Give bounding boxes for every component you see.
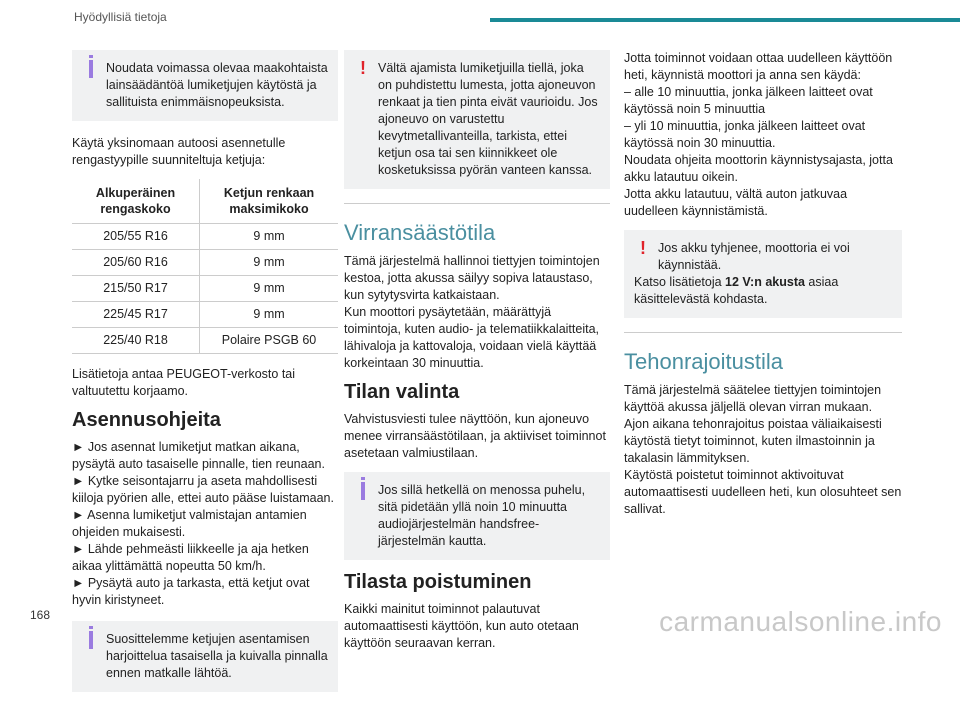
info-note-legislation xyxy=(72,50,338,121)
header-title: Hyödyllisiä tietoja xyxy=(74,10,167,24)
step-item: ► Jos asennat lumiketjut matkan aikana, pysäytä auto tasaiselle pinnalle, tien reunaan. xyxy=(72,440,325,471)
heading-energy-saving: Virransäästötila xyxy=(344,220,496,245)
column-1 xyxy=(72,50,338,706)
column-2 xyxy=(344,50,610,662)
table-cell: 9 mm xyxy=(200,276,338,302)
info-icon xyxy=(356,482,370,505)
after-table-text: Lisätietoja antaa PEUGEOT-verkosto tai valtuutettu korjaamo. xyxy=(72,367,296,398)
column-3 xyxy=(624,50,902,528)
step-item: ► Pysäytä auto ja tarkasta, että ketjut ovat hyvin kiristyneet. xyxy=(72,576,310,607)
table-cell: 225/40 R18 xyxy=(72,328,200,354)
table-header: Ketjun renkaan maksimikoko xyxy=(200,179,338,224)
note-ref-text: Katso lisätietoja 12 V:n akusta asiaa käsittelevästä kohdasta. xyxy=(634,275,839,306)
installation-steps xyxy=(72,439,338,609)
restart-text: Jotta toiminnot voidaan ottaa uudelleen käyttöön heti, käynnistä moottori ja anna sen käydä: – alle 10 minuuttia, jonka jälkeen laitteet ovat käytössä noin 5 minuuttia – yli 10 minuuttia, jonka jälkeen laitteet ovat käytössä noin 30 minuuttia. Noudata ohjeita moottorin käynnistysajasta, jotta akku latautuu oikein. Jotta akku latautuu, vältä auton jatkuvaa uudelleen käynnistämistä. xyxy=(624,51,893,218)
note-text: Jos akku tyhjenee, moottoria ei voi käynnistää. xyxy=(658,241,850,272)
info-icon xyxy=(84,631,98,654)
heading-installation: Asennusohjeita xyxy=(72,409,221,431)
table-row xyxy=(72,250,338,276)
table-cell: 215/50 R17 xyxy=(72,276,200,302)
watermark: carmanualsonline.info xyxy=(659,606,942,637)
energy-text: Tämä järjestelmä hallinnoi tiettyjen toimintojen kestoa, jotta akussa säilyy sopiva lataustaso, kun sytytysvirta katkaistaan. Kun moottori pysäytetään, määrättyjä toimintoja, kuten audio- ja telematiikkalaitteita, lähivaloja ja kattovaloja, voidaan vielä käyttää korkeintaan 30 minuuttia. xyxy=(344,254,600,370)
warning-icon: ! xyxy=(360,58,366,78)
battery-reference: 12 V:n akusta xyxy=(725,275,805,289)
header-accent-bar xyxy=(490,18,960,22)
table-row xyxy=(72,302,338,328)
table-row xyxy=(72,328,338,354)
divider xyxy=(344,203,610,204)
chains-intro: Käytä yksinomaan autoosi asennetulle rengastyypille suunniteltuja ketjuja: xyxy=(72,136,286,167)
heading-exit-mode: Tilasta poistuminen xyxy=(344,571,532,593)
table-cell: Polaire PSGB 60 xyxy=(200,328,338,354)
warning-note-chains xyxy=(344,50,610,189)
table-cell: 9 mm xyxy=(200,302,338,328)
note-text: Noudata voimassa olevaa maakohtaista lainsäädäntöä lumiketjujen käytöstä ja sallituista enimmäisnopeuksista. xyxy=(106,61,328,109)
heading-power-limit: Tehonrajoitustila xyxy=(624,349,783,374)
table-cell: 9 mm xyxy=(200,224,338,250)
step-item: ► Lähde pehmeästi liikkeelle ja aja hetken aikaa ylittämättä nopeutta 50 km/h. xyxy=(72,542,309,573)
table-row xyxy=(72,276,338,302)
power-text: Tämä järjestelmä säätelee tiettyjen toimintojen käyttöä akussa jäljellä olevan virran mukaan. Ajon aikana tehonrajoitus poistaa väliaikaisesti käytöstä tietyt toiminnot, kuten ilmastoinnin ja takalasin lämmityksen. Käytöstä poistetut toiminnot aktivoituvat automaattisesti uudelleen heti, kun olosuhteet sen sallivat. xyxy=(624,383,902,516)
chain-size-table xyxy=(72,179,338,354)
info-icon xyxy=(84,60,98,83)
info-note-practice xyxy=(72,621,338,692)
info-note-call xyxy=(344,472,610,560)
exit-text: Kaikki mainitut toiminnot palautuvat automaattisesti käyttöön, kun auto otetaan käyttöön seuraavan kerran. xyxy=(344,602,579,650)
page-number: 168 xyxy=(30,608,51,622)
heading-mode-selection: Tilan valinta xyxy=(344,381,460,403)
note-text: Jos sillä hetkellä on menossa puhelu, sitä pidetään yllä noin 10 minuutta audiojärjestelmän handsfree-järjestelmän kautta. xyxy=(378,483,586,548)
divider xyxy=(624,332,902,333)
table-cell: 225/45 R17 xyxy=(72,302,200,328)
table-cell: 205/55 R16 xyxy=(72,224,200,250)
warning-note-battery xyxy=(624,230,902,318)
step-item: ► Asenna lumiketjut valmistajan antamien ohjeiden mukaisesti. xyxy=(72,508,307,539)
note-text: Vältä ajamista lumiketjuilla tiellä, joka on puhdistettu lumesta, jotta ajoneuvon renkaat ja tien pinta eivät vaurioidu. Jos ajoneuvo on varustettu kevytmetallivanteilla, tarkista, ettei ketjun osa tai sen kiinnikkeet ole kosketuksissa pyörän vanteen kanssa. xyxy=(378,61,598,177)
step-item: ► Kytke seisontajarru ja aseta mahdollisesti kiiloja pyörien alle, ettei auto pääse luistamaan. xyxy=(72,474,334,505)
select-text: Vahvistusviesti tulee näyttöön, kun ajoneuvo menee virransäästötilaan, ja aktiiviset toiminnot asetetaan valmiustilaan. xyxy=(344,412,606,460)
table-header: Alkuperäinen rengaskoko xyxy=(72,179,200,224)
table-cell: 9 mm xyxy=(200,250,338,276)
note-text: Suosittelemme ketjujen asentamisen harjoittelua tasaisella ja kuivalla pinnalla ennen matkalle lähtöä. xyxy=(106,632,328,680)
warning-icon: ! xyxy=(640,238,646,258)
table-cell: 205/60 R16 xyxy=(72,250,200,276)
table-row xyxy=(72,224,338,250)
table-header-row xyxy=(72,179,338,224)
